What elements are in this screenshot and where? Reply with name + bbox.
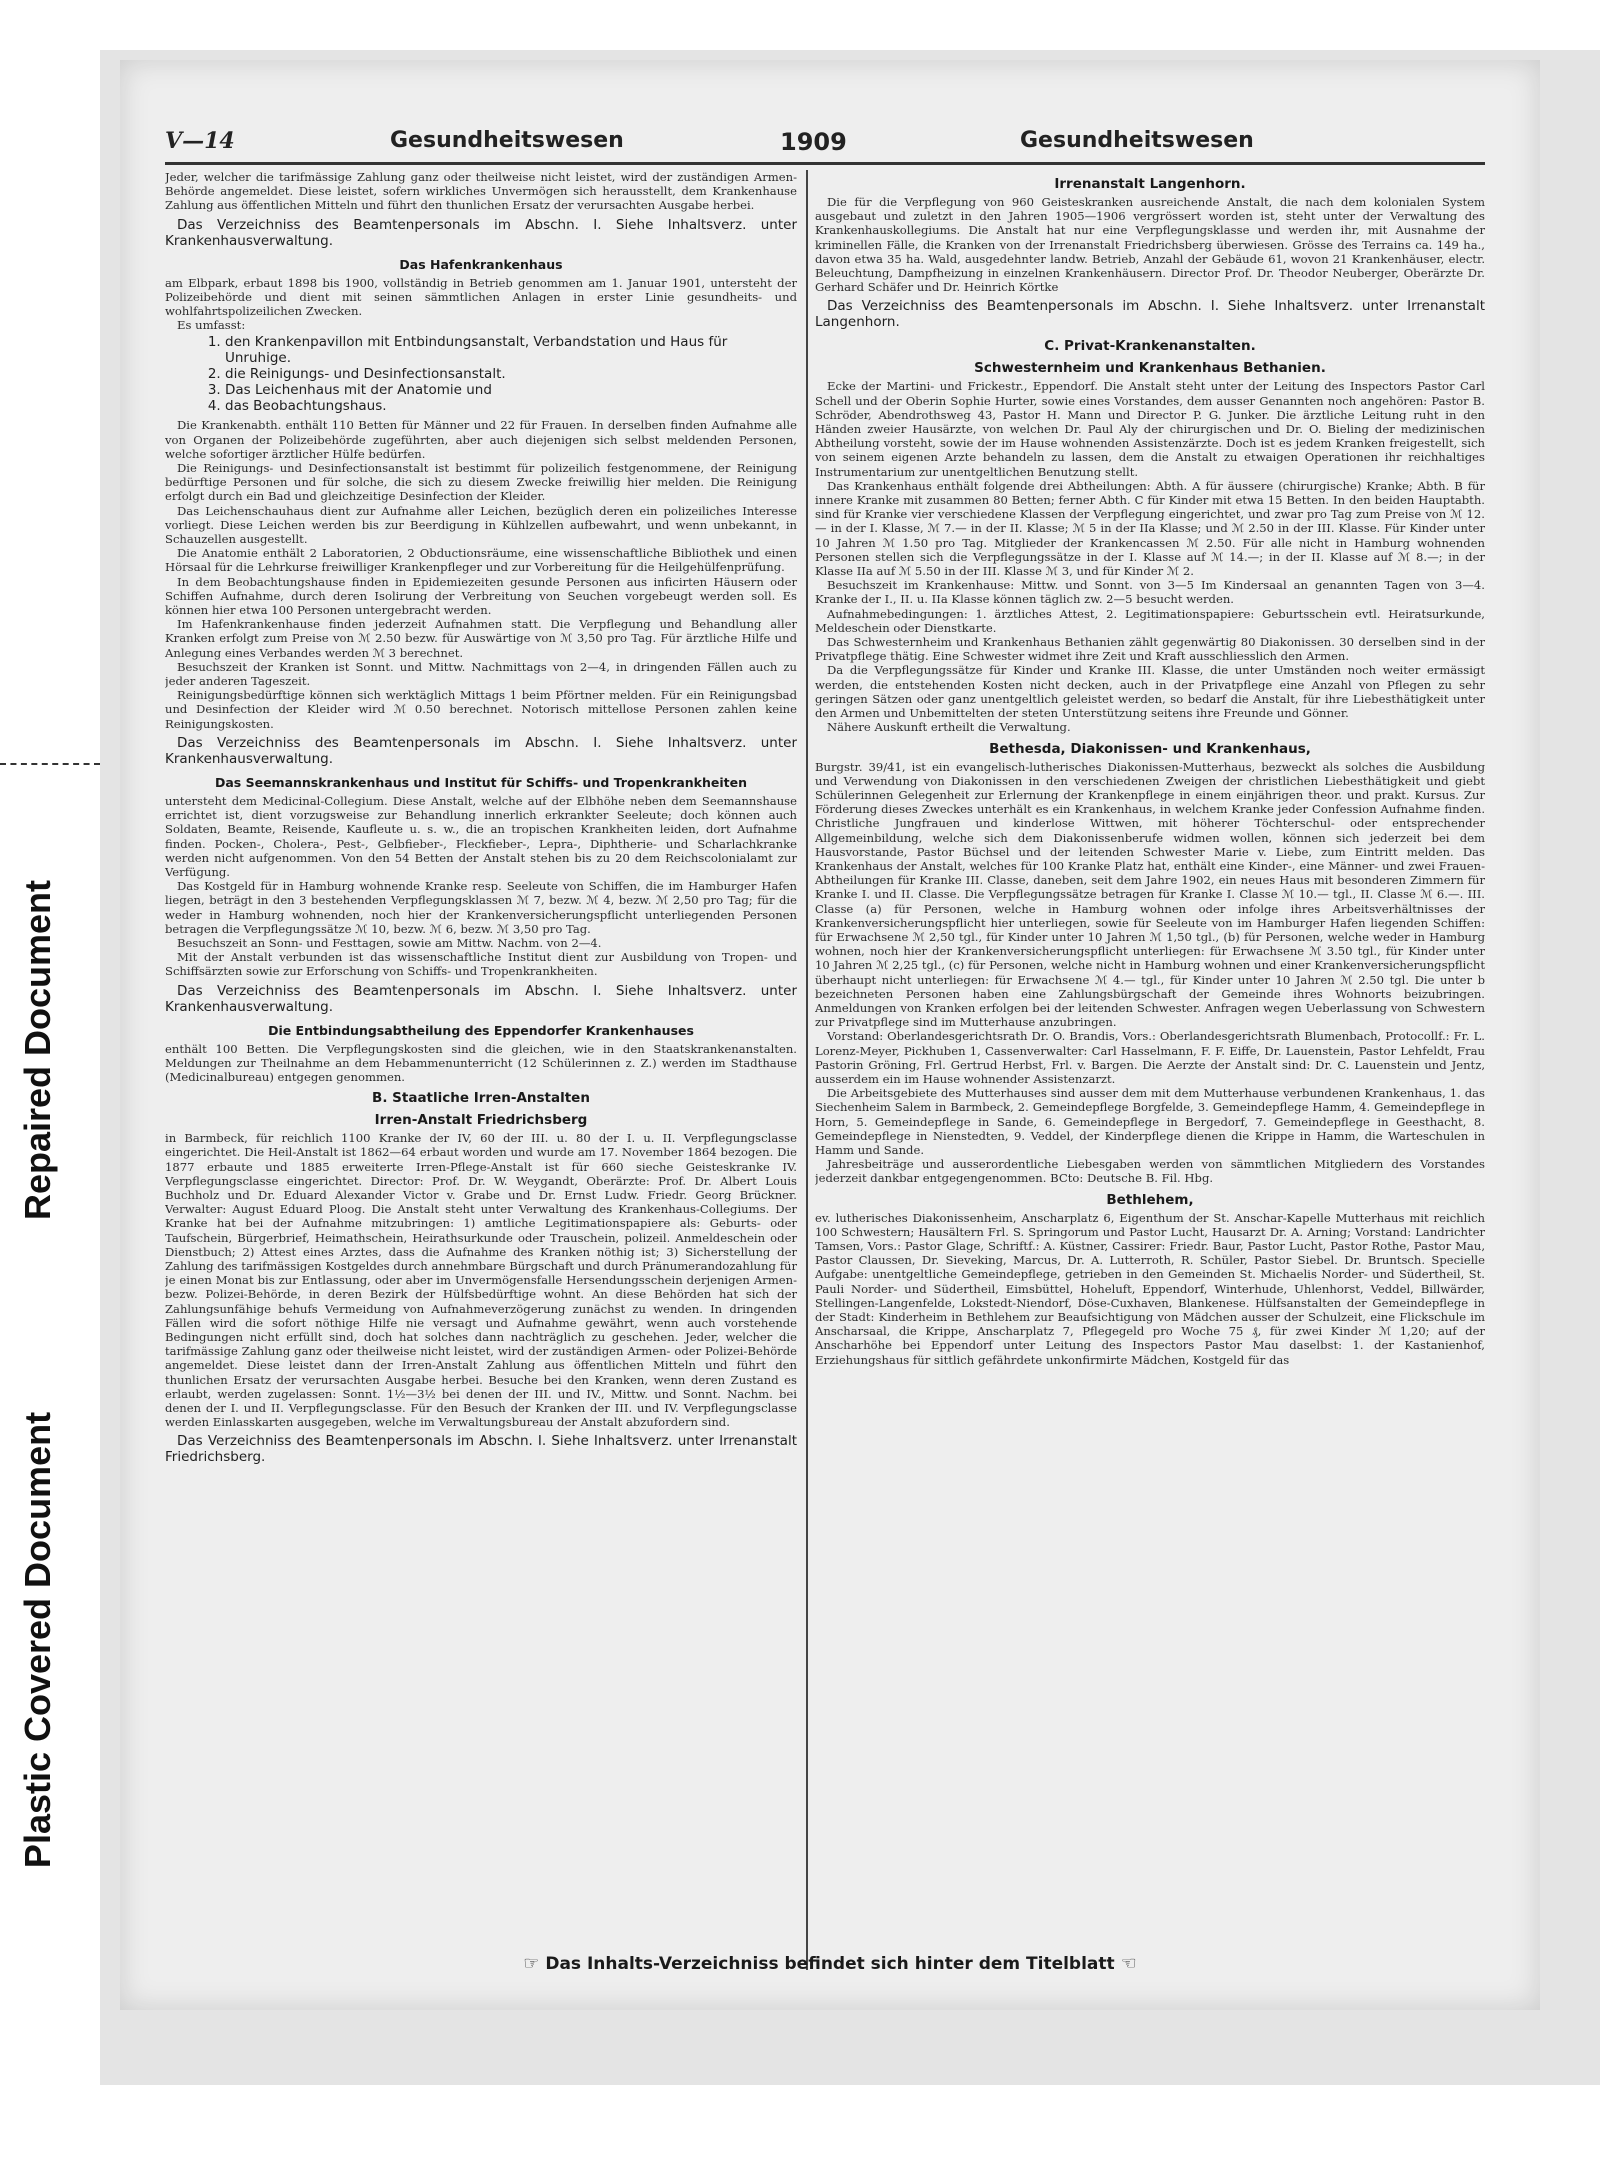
paragraph: Da die Verpflegungssätze für Kinder und Kranke III. Klasse, die unter Umständen noch weiter ermässigt werden, die entstehenden Kosten nicht decken, auch in der Privatpflege eine Anzahl von Pflegen zu sehr geringen Sätzen oder ganz unentgeltlich geleistet werden, so bedarf die Anstalt, für ihre Liebesthätigkeit unter den Armen und Unbemittelten der steten Unterstützung seitens ihre Freunde und Gönner. [815,663,1485,721]
footer-text: Das Inhalts-Verzeichniss befindet sich hinter dem Titelblatt [545,1954,1115,1974]
cross-reference-note: Das Verzeichniss des Beamtenpersonals im Abschn. I. Siehe Inhaltsverz. unter Irrenanstalt Friedrichsberg. [165,1433,797,1466]
paragraph: Im Hafenkrankenhause finden jederzeit Aufnahmen statt. Die Verpflegung und Behandlung aller Kranken erfolgt zum Preise von ℳ 2.50 bezw. für Auswärtige von ℳ 3,50 pro Tag. Für ärztliche Hilfe und Anlegung eines Verbandes werden ℳ 3 berechnet. [165,617,797,660]
cross-reference-note: Das Verzeichniss des Beamtenpersonals im Abschn. I. Siehe Inhaltsverz. unter Krankenhausverwaltung. [165,216,797,249]
paragraph: in Barmbeck, für reichlich 1100 Kranke der IV, 60 der III. u. 80 der I. u. II. Verpflegungsclasse eingerichtet. Die Heil-Anstalt ist 1862—64 erbaut worden und wurde am 17. November 1864 bezogen. Die 1877 erbaute und 1885 erweiterte Irren-Pflege-Anstalt ist für 660 sieche Geisteskranke IV. Verpflegungsclasse eingerichtet. Director: Prof. Dr. W. Weygandt, Oberärzte: Prof. Dr. Albert Louis Buchholz und Dr. Eduard Alexander Victor v. Grabe und Dr. Ernst Ludw. Friedr. Georg Brückner. Verwalter: August Eduard Ploog. Die Anstalt steht unter Verwaltung des Krankenhaus-Collegiums. Der Kranke hat bei der Aufnahme mitzubringen: 1) amtliche Legitimationspapiere als: Geburts- oder Taufschein, Bürgerbrief, Heimathschein, Heirathsurkunde oder Trauschein, polizeil. Anmeldeschein oder Dienstbuch; 2) Attest eines Arztes, dass die Aufnahme des Kranken nöthig ist; 3) Sicherstellung der Zahlung des tarifmässigen Kostgeldes durch annehmbare Bürgschaft und durch Pränumerandozahlung für je einen Monat bis zur Entlassung, oder aber im Unvermögensfalle Hersendungsschein derjenigen Armen- bezw. Polizei-Behörde, in deren Bezirk der Hülfsbedürftige wohnt. An diese Behörden hat sich der Zahlungsunfähige behufs Vermeidung von Aufnahmeverzögerung zunächst zu wenden. In dringenden Fällen wird die sofort nöthige Hilfe nie versagt und Aufnahme gewährt, wenn auch vorstehende Bedingungen nicht erfüllt sind, doch hat solches dann nachträglich zu geschehen. Jeder, welcher die tarifmässige Zahlung ganz oder theilweise nicht leistet, wird der zuständigen Armen- oder Polizei-Behörde angemeldet. Diese leistet dann der Irren-Anstalt Zahlung aus öffentlichen Mitteln und führt den thunlichen Ersatz der verursachten Ausgabe herbei. Besuche bei den Kranken, wenn deren Zustand es erlaubt, werden zugelassen: Sonnt. 1½—3½ bei denen der III. und IV., Mittw. und Sonnt. Nachm. bei denen der I. und II. Verpflegungsclasse. Für den Besuch der Kranken der III. und IV. Verpflegungsclasse werden Einlasskarten ausgegeben, welche im Verwaltungsbureau der Anstalt abzufordern sind. [165,1131,797,1430]
running-title-left: Gesundheitswesen [390,128,624,153]
paragraph: Aufnahmebedingungen: 1. ärztliches Attest, 2. Legitimationspapiere: Geburtsschein evtl. Heiratsurkunde, Meldeschein oder Dienstkarte. [815,606,1485,635]
section-heading-bethesda: Bethesda, Diakonissen- und Krankenhaus, [989,740,1311,757]
pointing-hand-left-icon: ☜ [1120,1953,1137,1974]
repaired-document-label: Repaired Document [17,879,58,1221]
page-number: V—14 [165,128,235,154]
section-heading-irren-anstalten: B. Staatliche Irren-Anstalten [372,1090,590,1107]
paragraph: Es umfasst: [177,318,246,333]
paragraph: Besuchszeit im Krankenhause: Mittw. und Sonnt. von 3—5 Im Kindersaal an genannten Tagen von 3—4. Kranke der I., II. u. IIa Klasse können täglich zw. 2—5 besucht werden. [815,578,1485,607]
right-column [815,170,1485,1970]
paragraph: am Elbpark, erbaut 1898 bis 1900, vollständig in Betrieb genommen am 1. Januar 1901, untersteht der Polizeibehörde und dient mit seinen sämmtlichen Anlagen in erster Linie gesundheits- und wohlfahrtspolizeilichen Zwecken. [165,275,797,319]
paragraph: Die Anatomie enthält 2 Laboratorien, 2 Obductionsräume, eine wissenschaftliche Bibliothek und einen Hörsaal für die Lehrkurse freiwilliger Krankenpfleger und zur Vorbereitung für die Heilgehülfenprüfung. [165,546,797,575]
header-rule [165,162,1485,165]
paragraph: Die Krankenabth. enthält 110 Betten für Männer und 22 für Frauen. In derselben finden Aufnahme alle von Organen der Polizeibehörde zugeführten, aber auch diejenigen sich selbst meldenden Personen, welche sofortiger ärztlicher Hülfe bedürfen. [165,418,797,461]
paragraph: Das Kostgeld für in Hamburg wohnende Kranke resp. Seeleute von Schiffen, die im Hamburger Hafen liegen, beträgt in den 3 bestehenden Verpflegungsklassen ℳ 7, bezw. ℳ 4, bezw. ℳ 2,50 pro Tag; für die weder in Hamburg wohnenden, noch hier der Krankenversicherungspflicht unterliegenden Personen betragen die Verpflegungssätze ℳ 10, bezw. ℳ 6, bezw. ℳ 3,50 pro Tag. [165,879,797,936]
cross-reference-note: Das Verzeichniss des Beamtenpersonals im Abschn. I. Siehe Inhaltsverz. unter Krankenhausverwaltung. [165,982,797,1015]
paragraph: Besuchszeit der Kranken ist Sonnt. und Mittw. Nachmittags von 2—4, in dringenden Fällen auch zu jeder anderen Tageszeit. [165,659,797,689]
paragraph: Das Schwesternheim und Krankenhaus Bethanien zählt gegenwärtig 80 Diakonissen. 30 derselben sind in der Privatpflege thätig. Eine Schwester widmet ihre Zeit und Kraft ausschliesslich den Armen. [815,635,1485,664]
list-item: 1. den Krankenpavillon mit Entbindungsanstalt, Verbandstation und Haus für Unruhige. [225,334,797,366]
paragraph: Jahresbeiträge und ausserordentliche Liebesgaben werden von sämmtlichen Mitgliedern des Vorstandes jederzeit dankbar entgegengenommen. BCto: Deutsche B. Fil. Hbg. [815,1157,1485,1186]
list-item: 2. die Reinigungs- und Desinfectionsanstalt. [225,366,797,382]
page-year: 1909 [780,128,847,156]
section-heading-hafenkrankenhaus: Das Hafenkrankenhaus [399,256,563,272]
paragraph: Jeder, welcher die tarifmässige Zahlung ganz oder theilweise nicht leistet, wird der zuständigen Armen-Behörde angemeldet. Diese leistet, sofern wirkliches Unvermögen sich herausstellt, dem Krankenhause Zahlung aus öffentlichen Mitteln und führt den thunlichen Ersatz der verursachten Ausgabe herbei. [165,170,797,213]
paragraph: Vorstand: Oberlandesgerichtsrath Dr. O. Brandis, Vors.: Oberlandesgerichtsrath Blumenbach, Protocollf.: Fr. L. Lorenz-Meyer, Pickhuben 1, Cassenverwalter: Carl Hasselmann, F. F. Eiffe, Dr. Lauenstein, Pastor Lehfeldt, Frau Pastorin Gröning, Frl. Gertrud Herbst, Frl. v. Bargen. Die Aerzte der Anstalt sind: Dr. C. Lauenstein und Jentz, ausserdem ein im Hause wohnender Assistenzarzt. [815,1029,1485,1086]
paragraph: Besuchszeit an Sonn- und Festtagen, sowie am Mittw. Nachm. von 2—4. [177,935,602,950]
left-column [165,170,797,1970]
column-divider [806,170,808,1970]
paragraph: Die Reinigungs- und Desinfectionsanstalt ist bestimmt für polizeilich festgenommene, der Reinigung bedürftige Personen und für solche, die sich zu diesem Zwecke freiwillig hier melden. Die Reinigung erfolgt durch ein Bad und gleichzeitige Desinfection der Kleider. [165,461,797,504]
cross-reference-note: Das Verzeichniss des Beamtenpersonals im Abschn. I. Siehe Inhaltsverz. unter Krankenhausverwaltung. [165,734,797,767]
section-heading-bethlehem: Bethlehem, [1106,1191,1194,1208]
cross-reference-note: Das Verzeichniss des Beamtenpersonals im Abschn. I. Siehe Inhaltsverz. unter Irrenanstalt Langenhorn. [815,298,1485,331]
paragraph: Burgstr. 39/41, ist ein evangelisch-lutherisches Diakonissen-Mutterhaus, bezweckt als solches die Ausbildung und Verwendung von Diakonissen in den verschiedenen Zweigen der christlichen Liebesthätigkeit und giebt Schülerinnen Gelegenheit zur Erlernung der Krankenpflege in einem einjährigen theor. und prakt. Kursus. Zur Förderung dieses Zweckes unterhält es ein Krankenhaus, in welchem Kranke jeder Confession Aufnahme finden. Christliche Jungfrauen und kinderlose Wittwen, mit höherer Töchterschul- oder entsprechender Allgemeinbildung, welche sich dem Diakonissenberufe widmen wollen, können sich jederzeit bei dem Hausvorstande, Pastor Büchsel und der leitenden Schwester Marie v. Liebe, zum Eintritt melden. Das Krankenhaus der Anstalt, welches für 100 Kranke Platz hat, enthält eine Kinder-, eine Männer- und zwei Frauen-Abtheilungen für Kranke III. Classe, daneben, seit dem Jahre 1902, ein neues Haus mit besonderen Zimmern für Kranke I. und II. Classe. Die Verpflegungssätze betragen für Kranke I. Classe ℳ 10.— tgl., II. Classe ℳ 6.—. III. Classe (a) für Personen, welche in Hamburg wohnen oder infolge ihres Arbeitsverhältnisses der Krankenversicherungspflicht hier unterliegen, sowie für Seeleute von im Hamburger Hafen liegenden Schiffen: für Erwachsene ℳ 2,50 tgl., für Kinder unter 10 Jahren ℳ 1,50 tgl., (b) für Personen, welche weder in Hamburg wohnen, noch hier der Krankenversicherungspflicht unterliegen: für Erwachsene ℳ 3.50 tgl., für Kinder unter 10 Jahren ℳ 2,25 tgl., (c) für Personen, welche nicht in Hamburg wohnen und einer Krankenversicherungspflicht überhaupt nicht unterliegen: für Erwachsene ℳ 4.— tgl., für Kinder unter 10 Jahren ℳ 2.50 tgl. Die unter b bezeichneten Personen haben eine Zahlungsbürgschaft der Gemeinde ihres Wohnorts beizubringen. Anmeldungen von Kranken erfolgen bei der leitenden Schwester. Anfragen wegen Ueberlassung von Schwestern zur Privatpflege sind im Mutterhause anzubringen. [815,759,1485,1030]
paragraph: Ecke der Martini- und Frickestr., Eppendorf. Die Anstalt steht unter der Leitung des Inspectors Pastor Carl Schell und der Oberin Sophie Hurter, sowie eines Vorstandes, dem ausser Genannten noch angehören: Pastor B. Schröder, Abendrothsweg 43, Pastor H. Mann und Director P. G. Junker. Die ärztliche Leitung ruht in den Händen zweier Hausärzte, von welchen Dr. Paul Aly der chirurgischen und Dr. O. Bieling der medizinischen Abtheilung vorsteht, sowie der im Hause wohnenden Assistenzärzte. Doch ist es jedem Kranken freigestellt, sich von seinem eigenen Arzte behandeln zu lassen, dem die Anstalt zu etwaigen Operationen ihr reichhaltiges Instrumentarium zur unentgeltlichen Benutzung stellt. [815,379,1485,479]
paragraph: Mit der Anstalt verbunden ist das wissenschaftliche Institut dient zur Ausbildung von Tropen- und Schiffsärzten sowie zur Erforschung von Schiffs- und Tropenkrankheiten. [165,950,797,979]
page-footer [400,1953,1260,1974]
paragraph: Reinigungsbedürftige können sich werktäglich Mittags 1 beim Pförtner melden. Für ein Reinigungsbad und Desinfection der Kleider wird ℳ 0.50 berechnet. Notorisch mittellose Personen zahlen keine Reinigungskosten. [165,688,797,731]
paragraph: Nähere Auskunft ertheilt die Verwaltung. [827,720,1071,735]
section-heading-langenhorn: Irrenanstalt Langenhorn. [1054,176,1246,192]
paragraph: Die für die Verpflegung von 960 Geisteskranken ausreichende Anstalt, die nach dem kolonialen System ausgebaut und zuletzt in den Jahren 1905—1906 vergrössert worden ist, steht unter der Verwaltung des Krankenhauskollegiums. Die Anstalt hat nur eine Verpflegungsklasse und werden ihr, mit Ausnahme der kriminellen Fälle, die Kranken von der Irrenanstalt Friedrichsberg überwiesen. Grösse des Terrains ca. 149 ha., davon etwa 35 ha. Wald, ausgedehnter landw. Betrieb, Anzahl der Gebäude 61, wovon 21 Krankenhäuser, electr. Beleuchtung, Dampfheizung in einzelnen Krankenhäusern. Director Prof. Dr. Theodor Neuberger, Oberärzte Dr. Gerhard Schäfer und Dr. Heinrich Körtke [815,195,1485,295]
paragraph: Das Leichenschauhaus dient zur Aufnahme aller Leichen, bezüglich deren ein polizeiliches Interesse vorliegt. Diese Leichen werden bis zur Beerdigung in Kühlzellen aufbewahrt, und wenn unbekannt, in Schauzellen ausgestellt. [165,503,797,547]
paragraph: ev. lutherisches Diakonissenheim, Anscharplatz 6, Eigenthum der St. Anschar-Kapelle Mutterhaus mit reichlich 100 Schwestern; Hausältern Frl. S. Springorum und Pastor Lucht, Hausarzt Dr. A. Arning; Vorstand: Landrichter Tamsen, Vors.: Pastor Glage, Schriftf.: A. Küstner, Cassirer: Friedr. Baur, Pastor Lucht, Pastor Rothe, Pastor Mau, Pastor Claussen, Dr. Sieveking, Marcus, Dr. A. Lutterroth, R. Schüler, Pastor Siebel. Dr. Bruntsch. Specielle Aufgabe: unentgeltliche Gemeindepflege, getrieben in den Gemeinden St. Michaelis Norder- und Südertheil, St. Pauli Norder- und Südertheil, Eimsbüttel, Hoheluft, Eppendorf, Winterhude, Uhlenhorst, Veddel, Billwärder, Stellingen-Langenfelde, Lokstedt-Niendorf, Döse-Cuxhaven, Blankenese. Hülfsanstalten der Gemeindepflege in der Stadt: Kinderheim in Bethlehem zur Beaufsichtigung von Mädchen ausser der Schulzeit, eine Flickschule im Anscharsaal, die Krippe, Anscharplatz 7, Pflegegeld pro Woche 75 ₰, für zwei Kinder ℳ 1,20; auf der Anscharhöhe bei Eppendorf unter Leitung des Inspectors Pastor Mau daselbst: 1. der Kastanienhof, Erziehungshaus für sittlich gefährdete unkonfirmirte Mädchen, Kostgeld für das [815,1210,1485,1367]
pointing-hand-right-icon: ☞ [523,1953,540,1974]
side-label-strip [0,0,75,2177]
section-heading-bethanien: Schwesternheim und Krankenhaus Bethanien. [974,360,1326,377]
paragraph: enthält 100 Betten. Die Verpflegungskosten sind die gleichen, wie in den Staatskrankenanstalten. Meldungen zur Theilnahme an dem Hebammenunterricht (12 Schülerinnen z. Z.) werden im Stadthause (Medicinalbureau) entgegen genommen. [165,1041,797,1084]
paragraph: In dem Beobachtungshause finden in Epidemiezeiten gesunde Personen aus inficirten Häusern oder Schiffen Aufnahme, durch deren Isolirung der Verbreitung von Seuchen vorgebeugt werden soll. Es können hier etwa 100 Personen untergebracht werden. [165,574,797,618]
facility-list [165,334,797,414]
paragraph: Die Arbeitsgebiete des Mutterhauses sind ausser dem mit dem Mutterhause verbundenen Krankenhaus, 1. das Siechenheim Salem in Barmbeck, 2. Gemeindepflege Borgfelde, 3. Gemeindepflege Hamm, 4. Gemeindepflege in Horn, 5. Gemeindepflege in Sande, 6. Gemeindepflege in Bergedorf, 7. Gemeindepflege in Geesthacht, 8. Gemeindepflege in Nienstedten, 9. Veddel, der Kinderpflege dienen die Krippe in Hamm, die Warteschulen in Hamm und Sande. [815,1086,1485,1157]
plastic-covered-label: Plastic Covered Document [17,1411,58,1869]
section-heading-friedrichsberg: Irren-Anstalt Friedrichsberg [374,1112,588,1129]
list-item: 3. Das Leichenhaus mit der Anatomie und [225,382,797,398]
section-heading-privat-krankenanstalten: C. Privat-Krankenanstalten. [1044,338,1256,355]
running-title-right: Gesundheitswesen [1020,128,1254,153]
paragraph: untersteht dem Medicinal-Collegium. Diese Anstalt, welche auf der Elbhöhe neben dem Seemannshause errichtet ist, dient vorzugsweise zur Behandlung innerlich erkrankter Seeleute; doch können auch Soldaten, Beamte, Reisende, Kaufleute u. s. w., die an tropischen Krankheiten leiden, dort Aufnahme finden. Pocken-, Cholera-, Pest-, Gelbfieber-, Fleckfieber-, Lepra-, Diphtherie- und Scharlachkranke werden nicht aufgenommen. Von den 54 Betten der Anstalt stehen bis zu 20 dem Reichscolonialamt zur Verfügung. [165,793,797,879]
section-heading-seemannskrankenhaus: Das Seemannskrankenhaus und Institut für Schiffs- und Tropenkrankheiten [214,774,748,790]
cut-marker [0,763,100,765]
section-heading-entbindungsabtheilung: Die Entbindungsabtheilung des Eppendorfer Krankenhauses [268,1022,694,1038]
list-item: 4. das Beobachtungshaus. [225,398,797,414]
paragraph: Das Krankenhaus enthält folgende drei Abtheilungen: Abth. A für äussere (chirurgische) Kranke; Abth. B für innere Kranke mit zusammen 80 Betten; ferner Abth. C für Kinder mit etwa 15 Betten. In den beiden Hauptabth. sind für Kranke vier verschiedene Klassen der Verpflegung eingerichtet, und zwar pro Tag zum Preise von ℳ 12.— in der I. Klasse, ℳ 7.— in der II. Klasse; ℳ 5 in der IIa Klasse; und ℳ 2.50 in der III. Klasse. Für Kinder unter 10 Jahren ℳ 1.50 pro Tag. Mitglieder der Krankencassen ℳ 2.50. Für alle nicht in Hamburg wohnenden Personen stellen sich die Verpflegungssätze in der I. Klasse auf ℳ 14.—; in der II. Klasse auf ℳ 8.—; in der Klasse IIa auf ℳ 5.50 in der III. Klasse ℳ 3, und für Kinder ℳ 2. [815,478,1485,579]
